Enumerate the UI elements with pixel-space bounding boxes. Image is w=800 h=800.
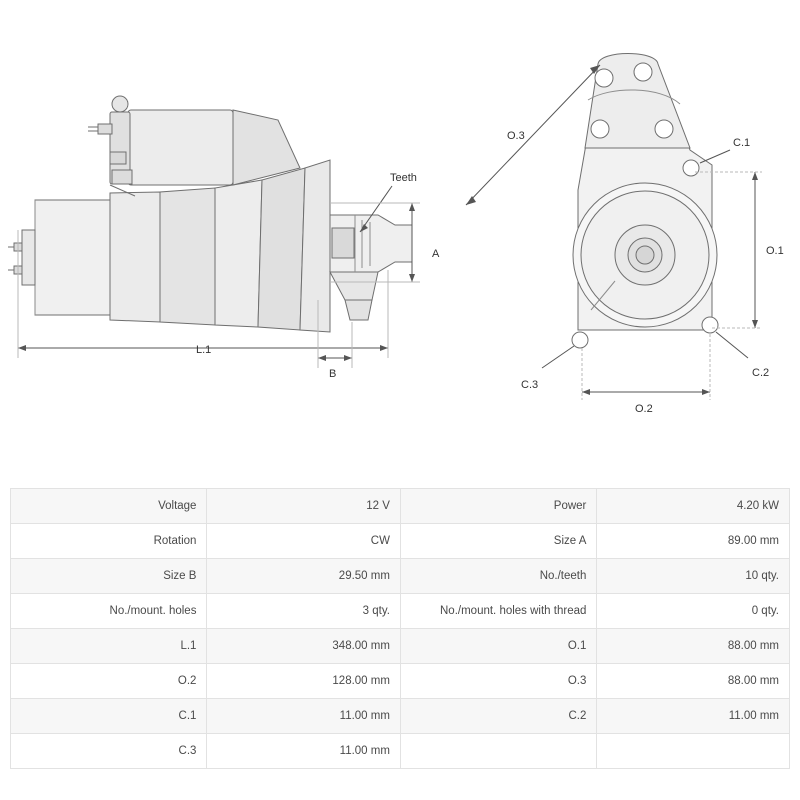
dimension-o2-label: O.2 (635, 403, 653, 415)
row-value-size-b: 29.50 mm (207, 559, 400, 594)
dimension-c2-leader (716, 332, 748, 358)
table-row (11, 734, 790, 769)
dimension-b-label: B (329, 368, 337, 380)
row-value-mount-holes-thread: 0 qty. (597, 594, 790, 629)
dimension-l1-label: L.1 (196, 344, 212, 356)
row-value-rotation: CW (207, 524, 400, 559)
row-label-o1: O.1 (400, 629, 596, 664)
dimension-o2-lines (582, 334, 710, 400)
row-value-empty (597, 734, 790, 769)
row-label-empty (400, 734, 596, 769)
row-value-c2: 11.00 mm (597, 699, 790, 734)
row-label-c2: C.2 (400, 699, 596, 734)
side-view-drawing (8, 96, 420, 368)
row-value-voltage: 12 V (207, 489, 400, 524)
table-row (11, 664, 790, 699)
table-row (11, 699, 790, 734)
table-row (11, 594, 790, 629)
row-value-l1: 348.00 mm (207, 629, 400, 664)
row-label-rotation: Rotation (11, 524, 207, 559)
row-label-size-b: Size B (11, 559, 207, 594)
row-value-size-a: 89.00 mm (597, 524, 790, 559)
dimension-c1-label: C.1 (733, 137, 751, 149)
row-label-no-teeth: No./teeth (400, 559, 596, 594)
table-row (11, 559, 790, 594)
row-label-c3: C.3 (11, 734, 207, 769)
table-row (11, 524, 790, 559)
row-label-o2: O.2 (11, 664, 207, 699)
dimension-c3-leader (542, 346, 574, 368)
row-value-no-teeth: 10 qty. (597, 559, 790, 594)
dimension-c1-leader (700, 150, 730, 163)
row-value-mount-holes: 3 qty. (207, 594, 400, 629)
dimension-a-label: A (432, 248, 440, 260)
specifications-table (10, 488, 790, 769)
teeth-label: Teeth (390, 172, 417, 184)
row-value-c1: 11.00 mm (207, 699, 400, 734)
row-label-size-a: Size A (400, 524, 596, 559)
row-value-o1: 88.00 mm (597, 629, 790, 664)
row-label-c1: C.1 (11, 699, 207, 734)
row-label-power: Power (400, 489, 596, 524)
dimension-c2-label: C.2 (752, 367, 770, 379)
table-row (11, 489, 790, 524)
row-value-c3: 11.00 mm (207, 734, 400, 769)
row-value-power: 4.20 kW (597, 489, 790, 524)
row-value-o3: 88.00 mm (597, 664, 790, 699)
row-label-mount-holes-thread: No./mount. holes with thread (400, 594, 596, 629)
row-value-o2: 128.00 mm (207, 664, 400, 699)
row-label-mount-holes: No./mount. holes (11, 594, 207, 629)
dimension-o1-label: O.1 (766, 245, 784, 257)
table-row (11, 629, 790, 664)
dimension-o3-label: O.3 (507, 130, 525, 142)
front-view-drawing (466, 54, 762, 401)
dimension-c3-label: C.3 (521, 379, 539, 391)
row-label-l1: L.1 (11, 629, 207, 664)
row-label-voltage: Voltage (11, 489, 207, 524)
row-label-o3: O.3 (400, 664, 596, 699)
